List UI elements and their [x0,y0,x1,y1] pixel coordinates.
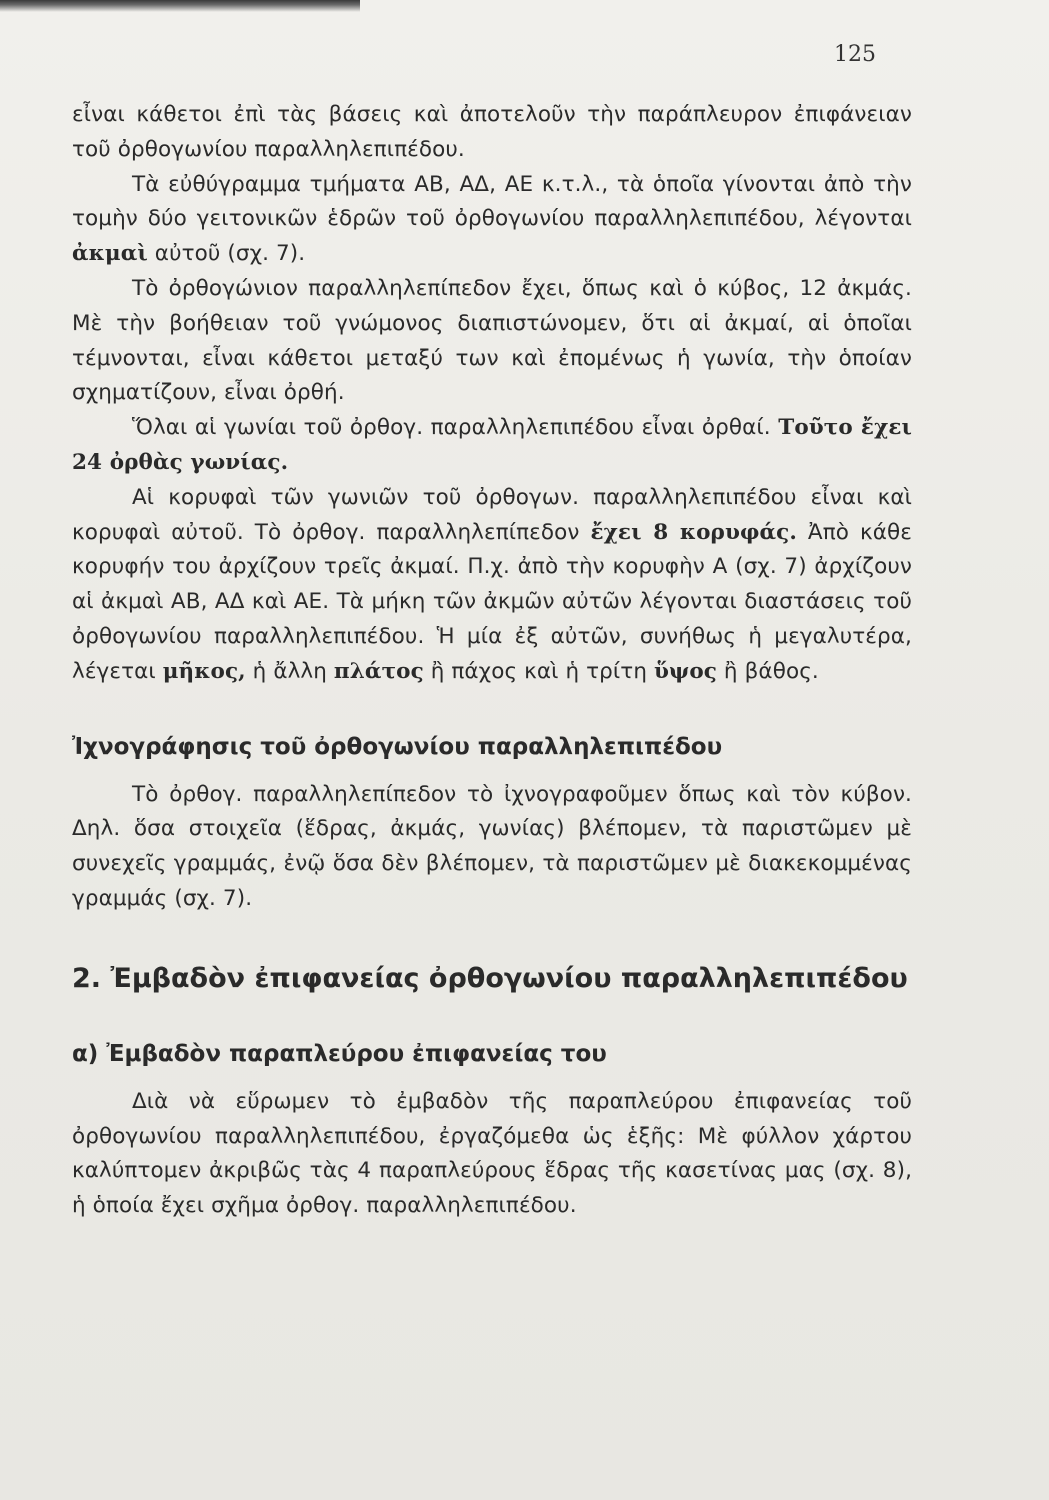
paragraph-text: Τὸ ὀρθογ. παραλληλεπίπεδον τὸ ἰχνογραφοῦμεν ὅπως καὶ τὸν κύβον. Δηλ. ὅσα στοιχεῖα (ἕδρας, ἀκμάς, γωνίας) βλέπομεν, τὰ παριστῶμεν μὲ συνεχεῖς γραμμάς, ἐνῷ ὅσα δὲν βλέπομεν, τὰ παριστῶμεν μὲ διακεκομμένας γραμμάς (σχ. 7). [72,781,912,911]
section-heading: Ἰχνογράφησις τοῦ ὀρθογωνίου παραλληλεπιπέδου [72,733,723,760]
bold-term: πλάτος [333,658,424,684]
paragraph-text: εἶναι κάθετοι ἐπὶ τὰς βάσεις καὶ ἀποτελοῦν τὴν παράπλευρον ἐπιφάνειαν τοῦ ὀρθογωνίου παραλληλεπιπέδου. [72,102,912,162]
bold-term: ὕψος [654,658,717,684]
page-number: 125 [834,42,876,67]
paragraph-text: ἡ ἄλλη [245,658,334,684]
page-edge-shadow [0,0,360,12]
page-content [72,98,912,1224]
bold-term: μῆκος, [162,658,246,684]
paragraph-text: Τὸ ὀρθογώνιον παραλληλεπίπεδον ἔχει, ὅπως καὶ ὁ κύβος, 12 ἀκμάς. Μὲ τὴν βοήθειαν τοῦ γνώμονος διαπιστώνομεν, ὅτι αἱ ἀκμαί, αἱ ὁποῖαι τέμνονται, εἶναι κάθετοι μεταξύ των καὶ ἐπομένως ἡ γωνία, τὴν ὁποίαν σχηματίζουν, εἶναι ὀρθή. [72,275,912,406]
subsection-heading: α) Ἐμβαδὸν παραπλεύρου ἐπιφανείας του [72,1040,607,1067]
paragraph-text: Ἀπὸ κάθε κορυφήν του ἀρχίζουν τρεῖς ἀκμαί. Π.χ. ἀπὸ τὴν κορυφὴν Α (σχ. 7) ἀρχίζουν αἱ ἀκμαὶ ΑΒ, ΑΔ καὶ ΑΕ. Τὰ μήκη τῶν ἀκμῶν αὐτῶν λέγονται διαστάσεις τοῦ ὀρθογωνίου παραλληλεπιπέδου. Ἡ μία ἐξ αὐτῶν, συνήθως ἡ μεγαλυτέρα, λέγεται [72,519,913,684]
paragraph-text: ἢ βάθος. [717,658,819,684]
paragraph [72,272,912,411]
paragraph-text: ἢ πάχος καὶ ἡ τρίτη [423,658,654,684]
paragraph [72,168,912,272]
paragraph-text: Αἱ κορυφαὶ τῶν γωνιῶν τοῦ ὀρθογων. παραλληλεπιπέδου εἶναι καὶ κορυφαὶ αὐτοῦ. Τὸ ὀρθογ. παραλληλεπίπεδον [72,484,912,545]
paragraph [72,98,912,168]
paragraph-text: Τὰ εὐθύγραμμα τμήματα ΑΒ, ΑΔ, ΑΕ κ.τ.λ., τὰ ὁποῖα γίνονται ἀπὸ τὴν τομὴν δύο γειτονικῶν ἑδρῶν τοῦ ὀρθογωνίου παραλληλεπιπέδου, λέγονται [72,171,912,232]
paragraph-text: Διὰ νὰ εὕρωμεν τὸ ἐμβαδὸν τῆς παραπλεύρου ἐπιφανείας τοῦ ὀρθογωνίου παραλληλεπιπέδου, ἐργαζόμεθα ὡς ἑξῆς: Μὲ φύλλον χάρτου καλύπτομεν ἀκριβῶς τὰς 4 παραπλεύρους ἕδρας τῆς κασετίνας μας (σχ. 8), ἡ ὁποία ἔχει σχῆμα ὀρθογ. παραλληλεπιπέδου. [72,1088,912,1219]
bold-statement: ἔχει 8 κορυφάς. [590,519,797,545]
bold-statement: Τοῦτο ἔχει 24 ὀρθὰς γωνίας. [72,415,912,475]
paragraph [72,411,912,481]
chapter-heading: 2. Ἐμβαδὸν ἐπιφανείας ὀρθογωνίου παραλληλεπιπέδου [72,962,908,994]
bold-term: ἀκμαὶ [72,241,148,267]
paragraph [72,481,912,690]
paragraph-text: Ὅλαι αἱ γωνίαι τοῦ ὀρθογ. παραλληλεπιπέδου εἶναι ὀρθαί. [132,415,779,441]
paragraph [72,778,912,917]
paragraph [72,1085,912,1224]
paragraph-text: αὐτοῦ (σχ. 7). [147,241,306,267]
